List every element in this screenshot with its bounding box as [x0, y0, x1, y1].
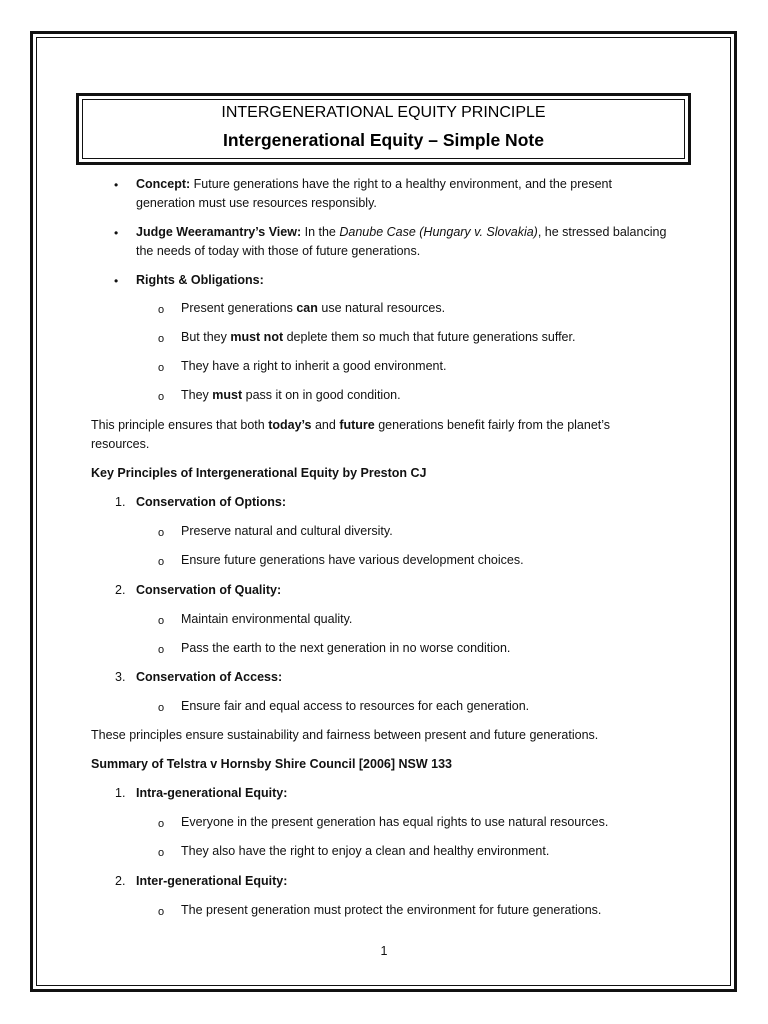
list-number: 2.: [115, 874, 126, 888]
concept-line-1: [136, 175, 612, 194]
sub-bullet-icon: o: [158, 644, 165, 656]
equity-label: Inter-generational Equity:: [136, 874, 288, 888]
principle-item: Maintain environmental quality.: [181, 612, 353, 626]
principle-item: Ensure future generations have various development choices.: [181, 553, 524, 567]
page-number: 1: [380, 944, 388, 958]
judge-case: Danube Case (Hungary v. Slovakia): [339, 225, 538, 239]
judge-pre: In the: [301, 225, 340, 239]
sub-bullet-icon: o: [158, 304, 165, 316]
principle-label: Conservation of Access:: [136, 670, 283, 684]
bullet-icon: •: [114, 178, 119, 192]
equity-item: Everyone in the present generation has equal rights to use natural resources.: [181, 815, 609, 829]
equity-item: They also have the right to enjoy a clean and healthy environment.: [181, 844, 550, 858]
principle-label: Conservation of Quality:: [136, 583, 282, 597]
judge-line-1: [136, 223, 666, 242]
rights-item: They have a right to inherit a good environment.: [181, 359, 447, 373]
sub-bullet-icon: o: [158, 702, 165, 714]
sub-bullet-icon: o: [158, 391, 165, 403]
sub-bullet-icon: o: [158, 906, 165, 918]
sub-bullet-icon: o: [158, 362, 165, 374]
sub-bullet-icon: o: [158, 818, 165, 830]
summary-paragraph-line-2: resources.: [91, 437, 150, 451]
section-heading-preston: Key Principles of Intergenerational Equity by Preston CJ: [91, 466, 427, 480]
section-heading-telstra: Summary of Telstra v Hornsby Shire Council [2006] NSW 133: [91, 757, 452, 771]
sub-bullet-icon: o: [158, 556, 165, 568]
bullet-icon: •: [114, 274, 119, 288]
sub-bullet-icon: o: [158, 333, 165, 345]
sub-bullet-icon: o: [158, 527, 165, 539]
summary-paragraph-2: These principles ensure sustainability and fairness between present and future generations.: [91, 728, 599, 742]
rights-heading: [136, 271, 264, 290]
equity-item: The present generation must protect the environment for future generations.: [181, 903, 602, 917]
sub-bullet-icon: o: [158, 847, 165, 859]
rights-item: Present generations can use natural resources.: [181, 301, 446, 315]
rights-item: They must pass it on in good condition.: [181, 388, 401, 402]
principle-item: Ensure fair and equal access to resources for each generation.: [181, 699, 530, 713]
rights-label: Rights & Obligations:: [136, 273, 264, 287]
equity-label: Intra-generational Equity:: [136, 786, 288, 800]
principle-item: Pass the earth to the next generation in no worse condition.: [181, 641, 511, 655]
principle-label: Conservation of Options:: [136, 495, 286, 509]
judge-label: Judge Weeramantry’s View:: [136, 225, 302, 239]
concept-label: Concept:: [136, 177, 191, 191]
bullet-icon: •: [114, 226, 119, 240]
list-number: 1.: [115, 495, 126, 509]
concept-text: Future generations have the right to a healthy environment, and the present: [190, 177, 612, 191]
list-number: 1.: [115, 786, 126, 800]
concept-line-2: generation must use resources responsibly.: [136, 196, 377, 210]
judge-post: , he stressed balancing: [537, 225, 667, 239]
judge-line-2: the needs of today with those of future generations.: [136, 244, 421, 258]
sub-bullet-icon: o: [158, 615, 165, 627]
document-subtitle: Intergenerational Equity – Simple Note: [223, 130, 544, 150]
summary-paragraph-line-1: This principle ensures that both today’s and future generations benefit fairly from the planet’s: [91, 418, 611, 432]
list-number: 2.: [115, 583, 126, 597]
list-number: 3.: [115, 670, 126, 684]
document-title: INTERGENERATIONAL EQUITY PRINCIPLE: [221, 104, 546, 121]
rights-item: But they must not deplete them so much that future generations suffer.: [181, 330, 576, 344]
principle-item: Preserve natural and cultural diversity.: [181, 524, 393, 538]
